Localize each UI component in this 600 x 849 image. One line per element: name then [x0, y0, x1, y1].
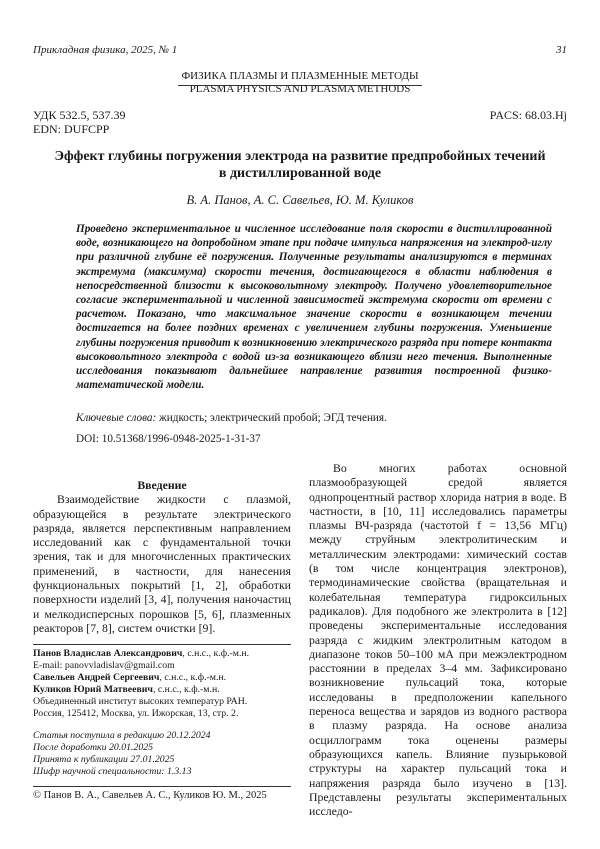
journal-name: Прикладная физика, 2025, № 1: [33, 44, 178, 56]
date-accepted: Принята к публикации 27.01.2025: [33, 754, 175, 765]
contact-author-2: [33, 672, 291, 684]
edn-code: EDN: DUFCPP: [33, 122, 110, 136]
footnote-divider: [33, 644, 291, 645]
udk-code: УДК 532.5, 537.39: [33, 108, 126, 122]
right-column: [309, 461, 567, 818]
date-received: Статья поступила в редакцию 20.12.2024: [33, 730, 211, 741]
copyright-notice: © Панов В. А., Савельев А. С., Куликов Ю. М., 2025: [33, 790, 267, 801]
author-contacts: [33, 648, 291, 720]
keywords: [76, 411, 552, 425]
date-revised: После доработки 20.01.2025: [33, 742, 154, 753]
copyright-divider: [33, 786, 291, 787]
author-2-degree: , с.н.с., к.ф.-м.н.: [159, 672, 227, 683]
classification-block: [33, 108, 125, 136]
pacs-code: PACS: 68.03.Hj: [489, 108, 567, 122]
section-divider: [178, 85, 422, 86]
page-number: 31: [556, 44, 567, 56]
intro-paragraph-left: Взаимодействие жидкости с плазмой, образующейся в результате электрического разряда, является перспективным направлением исследований как с фундаментальной точки зрения, так и для многочисленных практических применений, в частности, для нанесения функциональных покрытий [1, 2], обработки поверхности изделий [3, 4], получения наночастиц и мелкодисперсных порошков [5, 6], плазменных реакторов [7, 8], систем очистки [9].: [33, 492, 291, 635]
contact-author-1: [33, 648, 291, 660]
section-heading: [160, 70, 440, 96]
intro-paragraph-right: Во многих работах основной плазмообразующей средой является однопроцентный раствор хлорида натрия в воде. В частности, в [10, 11] исследовались параметры плазмы ВЧ-разряда (частотой f = 13,56 МГц) между струйным электролитическим и металлическим электродами: химический состав (в том числе концентрация электронов), термодинамические свойства (вращательная и колебательная температура гидроксильных радикалов). Для подобного же электролита в [12] проведены экспериментальные исследования разряда с жидким электролитным катодом в диапазоне токов 50–100 мА при межэлектродном расстоянии в пределах 3–4 мм. Зафиксировано возникновение пульсаций тока, которые исследованы в предположении капельного переноса вещества и зарядов из водного раствора в плазму разряда. На основе анализа осциллограмм тока оценены размеры образующихся капель. Влияние пузырьковой структуры на характер пульсаций тока и напряжения разряда было изучено в [13]. Представлены результаты экспериментальных исследо-: [309, 461, 567, 819]
left-column: [33, 478, 291, 635]
article-title-line1: Эффект глубины погружения электрода на развитие предпробойных течений: [54, 149, 546, 164]
author-2-name: Савельев Андрей Сергеевич: [33, 672, 160, 683]
keywords-label: Ключевые слова:: [76, 412, 157, 424]
author-3-name: Куликов Юрий Матвеевич: [33, 684, 153, 695]
publication-dates: [33, 730, 291, 778]
running-head: [33, 44, 567, 56]
section-heading-ru: ФИЗИКА ПЛАЗМЫ И ПЛАЗМЕННЫЕ МЕТОДЫ: [181, 70, 419, 82]
affiliation-address: Россия, 125412, Москва, ул. Ижорская, 13, стр. 2.: [33, 708, 239, 719]
intro-heading: Введение: [137, 478, 187, 492]
section-heading-en: PLASMA PHYSICS AND PLASMA METHODS: [189, 83, 411, 95]
doi: DOI: 10.51368/1996-0948-2025-1-31-37: [76, 433, 261, 445]
affiliation-org: Объединенный институт высоких температур РАН.: [33, 696, 248, 707]
author-1-name: Панов Владислав Александрович: [33, 648, 183, 659]
abstract: Проведено экспериментальное и численное исследование поля скорости в дистиллированной воде, возникающего на допробойном этапе при подаче импульса напряжения на электрод-иглу при различной глубине её погружения. Полученные результаты анализируются в терминах экстремума (максимума) скорости течения, достигающегося в области наблюдения в непосредственной близости к высоковольтному электроду. Получено удовлетворительное согласие экспериментальной и численной зависимостей экстремума скорости от времени с расчетом. Показано, что максимальное значение скорости в возникающем течении достигается на более поздних временах с увеличением глубины погружения. Уменьшение глубины погружения приводит к возникновению электрического разряда при потере контакта высоковольтного электрода с водой из-за возникающего вблизи него течения. Выполненные исследования показывают дальнейшее направление развития построенной физико-математической модели.: [76, 223, 552, 392]
contact-author-3: [33, 684, 291, 696]
author-email: E-mail: panovvladislav@gmail.com: [33, 660, 175, 671]
author-list: В. А. Панов, А. С. Савельев, Ю. М. Куликов: [186, 193, 414, 207]
author-3-degree: , с.н.с., к.ф.-м.н.: [152, 684, 220, 695]
keywords-list: жидкость; электрический пробой; ЭГД течения.: [159, 412, 387, 424]
author-1-degree: , с.н.с., к.ф.-м.н.: [182, 648, 250, 659]
specialty-code: Шифр научной специальности: 1.3.13: [33, 766, 192, 777]
article-title-line2: в дистиллированной воде: [218, 166, 382, 181]
article-title: [40, 148, 560, 182]
